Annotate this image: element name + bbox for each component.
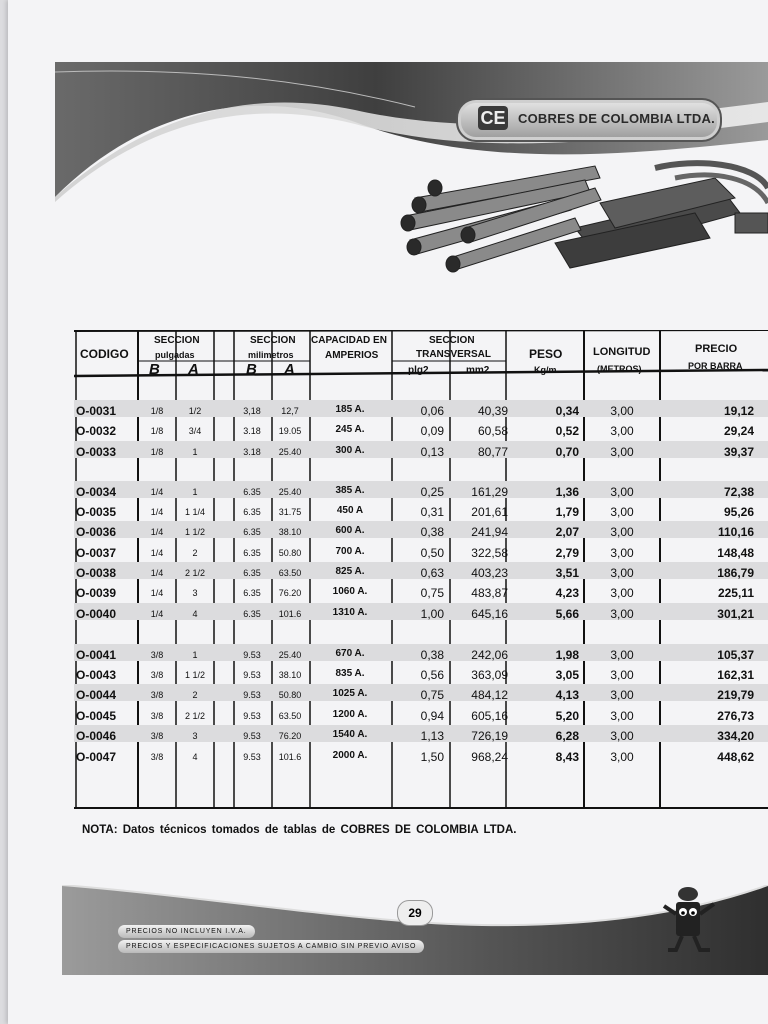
cell-peso: 3,51 bbox=[555, 566, 579, 580]
cell-pa: 1/2 bbox=[188, 406, 202, 416]
cell-pa: 4 bbox=[192, 752, 198, 762]
cell-peso: 1,98 bbox=[555, 648, 579, 662]
cell-pb: 3/8 bbox=[150, 650, 164, 660]
cell-ma: 101.6 bbox=[278, 609, 302, 619]
cell-pa: 1 bbox=[192, 650, 198, 660]
cell-cap: 700 A. bbox=[335, 546, 365, 557]
page-number: 29 bbox=[397, 900, 433, 926]
copper-pipes-illustration bbox=[395, 158, 768, 278]
cell-plg2: 0,09 bbox=[420, 424, 444, 438]
cell-precio: 276,73 bbox=[717, 709, 754, 723]
cell-plg2: 0,25 bbox=[420, 485, 444, 499]
cell-pa: 4 bbox=[192, 609, 198, 619]
cell-ma: 50.80 bbox=[278, 690, 302, 700]
cell-pa: 3 bbox=[192, 588, 198, 598]
cell-codigo: O-0032 bbox=[76, 424, 117, 438]
cell-precio: 219,79 bbox=[717, 688, 754, 702]
cell-mb: 9.53 bbox=[243, 650, 261, 660]
cell-mm2: 161,29 bbox=[471, 485, 508, 499]
brand-logo bbox=[456, 98, 722, 142]
cell-cap: 1310 A. bbox=[332, 607, 368, 618]
cell-long: 3,00 bbox=[610, 566, 634, 580]
cell-pa: 1 1/2 bbox=[184, 527, 206, 537]
cell-plg2: 0,56 bbox=[420, 668, 444, 682]
cell-precio: 95,26 bbox=[723, 505, 754, 519]
cell-mb: 6.35 bbox=[243, 609, 261, 619]
header-amperios: AMPERIOS bbox=[325, 350, 379, 361]
cell-cap: 185 A. bbox=[335, 404, 365, 415]
cell-pa: 2 1/2 bbox=[184, 711, 206, 721]
cell-peso: 5,66 bbox=[555, 607, 579, 621]
cell-pa: 3 bbox=[192, 731, 198, 741]
cell-pa: 1 bbox=[192, 487, 198, 497]
cell-mb: 3.18 bbox=[243, 426, 261, 436]
cell-plg2: 1,50 bbox=[420, 750, 444, 764]
cell-long: 3,00 bbox=[610, 648, 634, 662]
cell-ma: 76.20 bbox=[278, 731, 302, 741]
cell-precio: 105,37 bbox=[717, 648, 754, 662]
cell-peso: 2,07 bbox=[555, 525, 579, 539]
cell-plg2: 0,50 bbox=[420, 546, 444, 560]
header-capacidad: CAPACIDAD EN bbox=[311, 335, 387, 346]
header-mm2: mm2 bbox=[466, 365, 490, 376]
cell-peso: 1,79 bbox=[555, 505, 579, 519]
cell-pb: 1/8 bbox=[150, 406, 164, 416]
brand-name: COBRES DE COLOMBIA LTDA. bbox=[518, 111, 715, 126]
cell-mm2: 483,87 bbox=[471, 586, 508, 600]
header-milimetros: milimetros bbox=[248, 350, 294, 360]
cell-peso: 4,23 bbox=[555, 586, 579, 600]
cell-mm2: 726,19 bbox=[471, 729, 508, 743]
cell-mb: 6.35 bbox=[243, 527, 261, 537]
cell-codigo: O-0035 bbox=[76, 505, 117, 519]
cell-pa: 3/4 bbox=[188, 426, 202, 436]
header-plg2: plg2 bbox=[408, 365, 429, 376]
cell-peso: 0,52 bbox=[555, 424, 579, 438]
header-pulg-a: A bbox=[188, 361, 199, 378]
cell-mm2: 605,16 bbox=[471, 709, 508, 723]
cell-codigo: O-0041 bbox=[76, 648, 117, 662]
cell-precio: 110,16 bbox=[717, 525, 754, 539]
header-seccion-pulgadas: SECCION bbox=[154, 335, 200, 346]
cell-pb: 1/4 bbox=[150, 507, 164, 517]
mascot-icon bbox=[660, 884, 720, 954]
cell-plg2: 0,63 bbox=[420, 566, 444, 580]
cell-long: 3,00 bbox=[610, 505, 634, 519]
cell-pb: 1/8 bbox=[150, 447, 164, 457]
cell-pb: 1/4 bbox=[150, 609, 164, 619]
cell-ma: 101.6 bbox=[278, 752, 302, 762]
cell-mb: 9.53 bbox=[243, 670, 261, 680]
cell-pa: 1 1/2 bbox=[184, 670, 206, 680]
cell-codigo: O-0038 bbox=[76, 566, 117, 580]
cell-mb: 6.35 bbox=[243, 568, 261, 578]
header-precio-unit: POR BARRA bbox=[688, 361, 743, 371]
cell-codigo: O-0037 bbox=[76, 546, 117, 560]
cell-ma: 38.10 bbox=[278, 670, 302, 680]
header-pulgadas: pulgadas bbox=[155, 350, 195, 360]
cell-pb: 3/8 bbox=[150, 752, 164, 762]
header-peso-unit: Kg/m bbox=[534, 365, 557, 375]
cell-ma: 25.40 bbox=[278, 487, 302, 497]
header-precio: PRECIO bbox=[695, 343, 738, 355]
header-seccion-milimetros: SECCION bbox=[250, 335, 296, 346]
cell-peso: 8,43 bbox=[555, 750, 579, 764]
cell-peso: 4,13 bbox=[555, 688, 579, 702]
cell-pb: 1/4 bbox=[150, 548, 164, 558]
cell-long: 3,00 bbox=[610, 709, 634, 723]
footer-note-precios: PRECIOS Y ESPECIFICACIONES SUJETOS A CAMBIO SIN PREVIO AVISO bbox=[118, 940, 424, 953]
cell-mb: 6.35 bbox=[243, 588, 261, 598]
cell-long: 3,00 bbox=[610, 525, 634, 539]
cell-pb: 3/8 bbox=[150, 731, 164, 741]
cell-mm2: 484,12 bbox=[471, 688, 508, 702]
cell-mb: 9.53 bbox=[243, 711, 261, 721]
cell-mm2: 40,39 bbox=[477, 404, 508, 418]
cell-ma: 63.50 bbox=[278, 568, 302, 578]
footer-note-iva: PRECIOS NO INCLUYEN I.V.A. bbox=[118, 925, 255, 938]
cell-mb: 6.35 bbox=[243, 507, 261, 517]
cell-ma: 19.05 bbox=[278, 426, 302, 436]
cell-mm2: 322,58 bbox=[471, 546, 508, 560]
cell-ma: 31.75 bbox=[278, 507, 302, 517]
logo-icon: CE bbox=[478, 106, 508, 130]
cell-codigo: O-0046 bbox=[76, 729, 117, 743]
cell-plg2: 0,75 bbox=[420, 688, 444, 702]
cell-pa: 2 1/2 bbox=[184, 568, 206, 578]
cell-peso: 1,36 bbox=[555, 485, 579, 499]
cell-cap: 1540 A. bbox=[332, 729, 368, 740]
cell-plg2: 0,31 bbox=[420, 505, 444, 519]
cell-ma: 12,7 bbox=[281, 406, 299, 416]
cell-precio: 334,20 bbox=[717, 729, 754, 743]
cell-mb: 6.35 bbox=[243, 548, 261, 558]
cell-pb: 1/4 bbox=[150, 568, 164, 578]
cell-precio: 162,31 bbox=[717, 668, 754, 682]
cell-long: 3,00 bbox=[610, 729, 634, 743]
cell-precio: 448,62 bbox=[717, 750, 754, 764]
cell-pa: 1 bbox=[192, 447, 198, 457]
cell-long: 3,00 bbox=[610, 750, 634, 764]
header-longitud: LONGITUD bbox=[593, 346, 651, 358]
cell-precio: 19,12 bbox=[723, 404, 754, 418]
cell-peso: 5,20 bbox=[555, 709, 579, 723]
cell-long: 3,00 bbox=[610, 485, 634, 499]
cell-long: 3,00 bbox=[610, 586, 634, 600]
cell-mm2: 645,16 bbox=[471, 607, 508, 621]
cell-mm2: 60,58 bbox=[477, 424, 508, 438]
cell-cap: 2000 A. bbox=[332, 750, 368, 761]
cell-precio: 39,37 bbox=[723, 445, 754, 459]
cell-cap: 1060 A. bbox=[332, 586, 368, 597]
cell-peso: 0,70 bbox=[555, 445, 579, 459]
header-transversal: TRANSVERSAL bbox=[416, 349, 492, 360]
cell-precio: 29,24 bbox=[723, 424, 754, 438]
cell-cap: 450 A bbox=[336, 505, 364, 516]
cell-pb: 3/8 bbox=[150, 711, 164, 721]
cell-pb: 3/8 bbox=[150, 690, 164, 700]
cell-cap: 245 A. bbox=[335, 424, 365, 435]
cell-cap: 600 A. bbox=[335, 525, 365, 536]
technical-note: NOTA: Datos técnicos tomados de tablas de COBRES DE COLOMBIA LTDA. bbox=[82, 824, 517, 836]
header-mm-a: A bbox=[284, 361, 295, 378]
cell-ma: 25.40 bbox=[278, 447, 302, 457]
cell-peso: 3,05 bbox=[555, 668, 579, 682]
cell-ma: 76.20 bbox=[278, 588, 302, 598]
cell-mb: 9.53 bbox=[243, 731, 261, 741]
cell-precio: 72,38 bbox=[723, 485, 754, 499]
cell-cap: 670 A. bbox=[335, 648, 365, 659]
cell-pb: 1/4 bbox=[150, 487, 164, 497]
cell-codigo: O-0036 bbox=[76, 525, 117, 539]
cell-precio: 301,21 bbox=[717, 607, 754, 621]
cell-plg2: 0,06 bbox=[420, 404, 444, 418]
cell-long: 3,00 bbox=[610, 445, 634, 459]
cell-codigo: O-0034 bbox=[76, 485, 117, 499]
cell-pb: 3/8 bbox=[150, 670, 164, 680]
cell-mm2: 363,09 bbox=[471, 668, 508, 682]
cell-mb: 3,18 bbox=[243, 406, 261, 416]
cell-cap: 825 A. bbox=[335, 566, 365, 577]
cell-cap: 1025 A. bbox=[332, 688, 368, 699]
cell-mm2: 80,77 bbox=[477, 445, 508, 459]
grid-line bbox=[74, 330, 768, 331]
cell-codigo: O-0047 bbox=[76, 750, 117, 764]
header-codigo: CODIGO bbox=[80, 347, 129, 361]
cell-mm2: 241,94 bbox=[471, 525, 508, 539]
header-seccion-transversal: SECCION bbox=[429, 335, 475, 346]
cell-codigo: O-0033 bbox=[76, 445, 117, 459]
cell-codigo: O-0031 bbox=[76, 404, 117, 418]
cell-cap: 300 A. bbox=[335, 445, 365, 456]
cell-long: 3,00 bbox=[610, 607, 634, 621]
cell-precio: 148,48 bbox=[717, 546, 754, 560]
cell-mb: 6.35 bbox=[243, 487, 261, 497]
cell-codigo: O-0044 bbox=[76, 688, 117, 702]
cell-long: 3,00 bbox=[610, 404, 634, 418]
cell-codigo: O-0039 bbox=[76, 586, 117, 600]
cell-codigo: O-0043 bbox=[76, 668, 117, 682]
cell-mb: 9.53 bbox=[243, 690, 261, 700]
cell-precio: 186,79 bbox=[717, 566, 754, 580]
cell-pa: 1 1/4 bbox=[184, 507, 206, 517]
cell-codigo: O-0045 bbox=[76, 709, 117, 723]
header-peso: PESO bbox=[529, 347, 563, 361]
cell-plg2: 1,00 bbox=[420, 607, 444, 621]
cell-pa: 2 bbox=[192, 548, 198, 558]
cell-ma: 25.40 bbox=[278, 650, 302, 660]
cell-plg2: 0,13 bbox=[420, 445, 444, 459]
cell-pb: 1/4 bbox=[150, 588, 164, 598]
cell-ma: 38.10 bbox=[278, 527, 302, 537]
price-table bbox=[74, 330, 768, 810]
header-pulg-b: B bbox=[149, 361, 160, 378]
cell-long: 3,00 bbox=[610, 668, 634, 682]
cell-plg2: 0,38 bbox=[420, 648, 444, 662]
cell-mm2: 242,06 bbox=[471, 648, 508, 662]
cell-peso: 6,28 bbox=[555, 729, 579, 743]
cell-mb: 9.53 bbox=[243, 752, 261, 762]
cell-cap: 385 A. bbox=[335, 485, 365, 496]
cell-codigo: O-0040 bbox=[76, 607, 117, 621]
cell-mm2: 968,24 bbox=[471, 750, 508, 764]
cell-plg2: 0,75 bbox=[420, 586, 444, 600]
cell-mm2: 201,61 bbox=[471, 505, 508, 519]
cell-plg2: 1,13 bbox=[420, 729, 444, 743]
cell-long: 3,00 bbox=[610, 546, 634, 560]
cell-plg2: 0,94 bbox=[420, 709, 444, 723]
cell-cap: 835 A. bbox=[335, 668, 365, 679]
cell-peso: 0,34 bbox=[555, 404, 579, 418]
cell-pb: 1/4 bbox=[150, 527, 164, 537]
cell-ma: 63.50 bbox=[278, 711, 302, 721]
cell-long: 3,00 bbox=[610, 688, 634, 702]
cell-ma: 50.80 bbox=[278, 548, 302, 558]
cell-long: 3,00 bbox=[610, 424, 634, 438]
cell-mm2: 403,23 bbox=[471, 566, 508, 580]
header-longitud-unit: (METROS) bbox=[597, 364, 642, 374]
cell-mb: 3.18 bbox=[243, 447, 261, 457]
header-mm-b: B bbox=[246, 361, 257, 378]
cell-pa: 2 bbox=[192, 690, 198, 700]
cell-pb: 1/8 bbox=[150, 426, 164, 436]
cell-plg2: 0,38 bbox=[420, 525, 444, 539]
cell-cap: 1200 A. bbox=[332, 709, 368, 720]
cell-peso: 2,79 bbox=[555, 546, 579, 560]
cell-precio: 225,11 bbox=[717, 586, 754, 600]
